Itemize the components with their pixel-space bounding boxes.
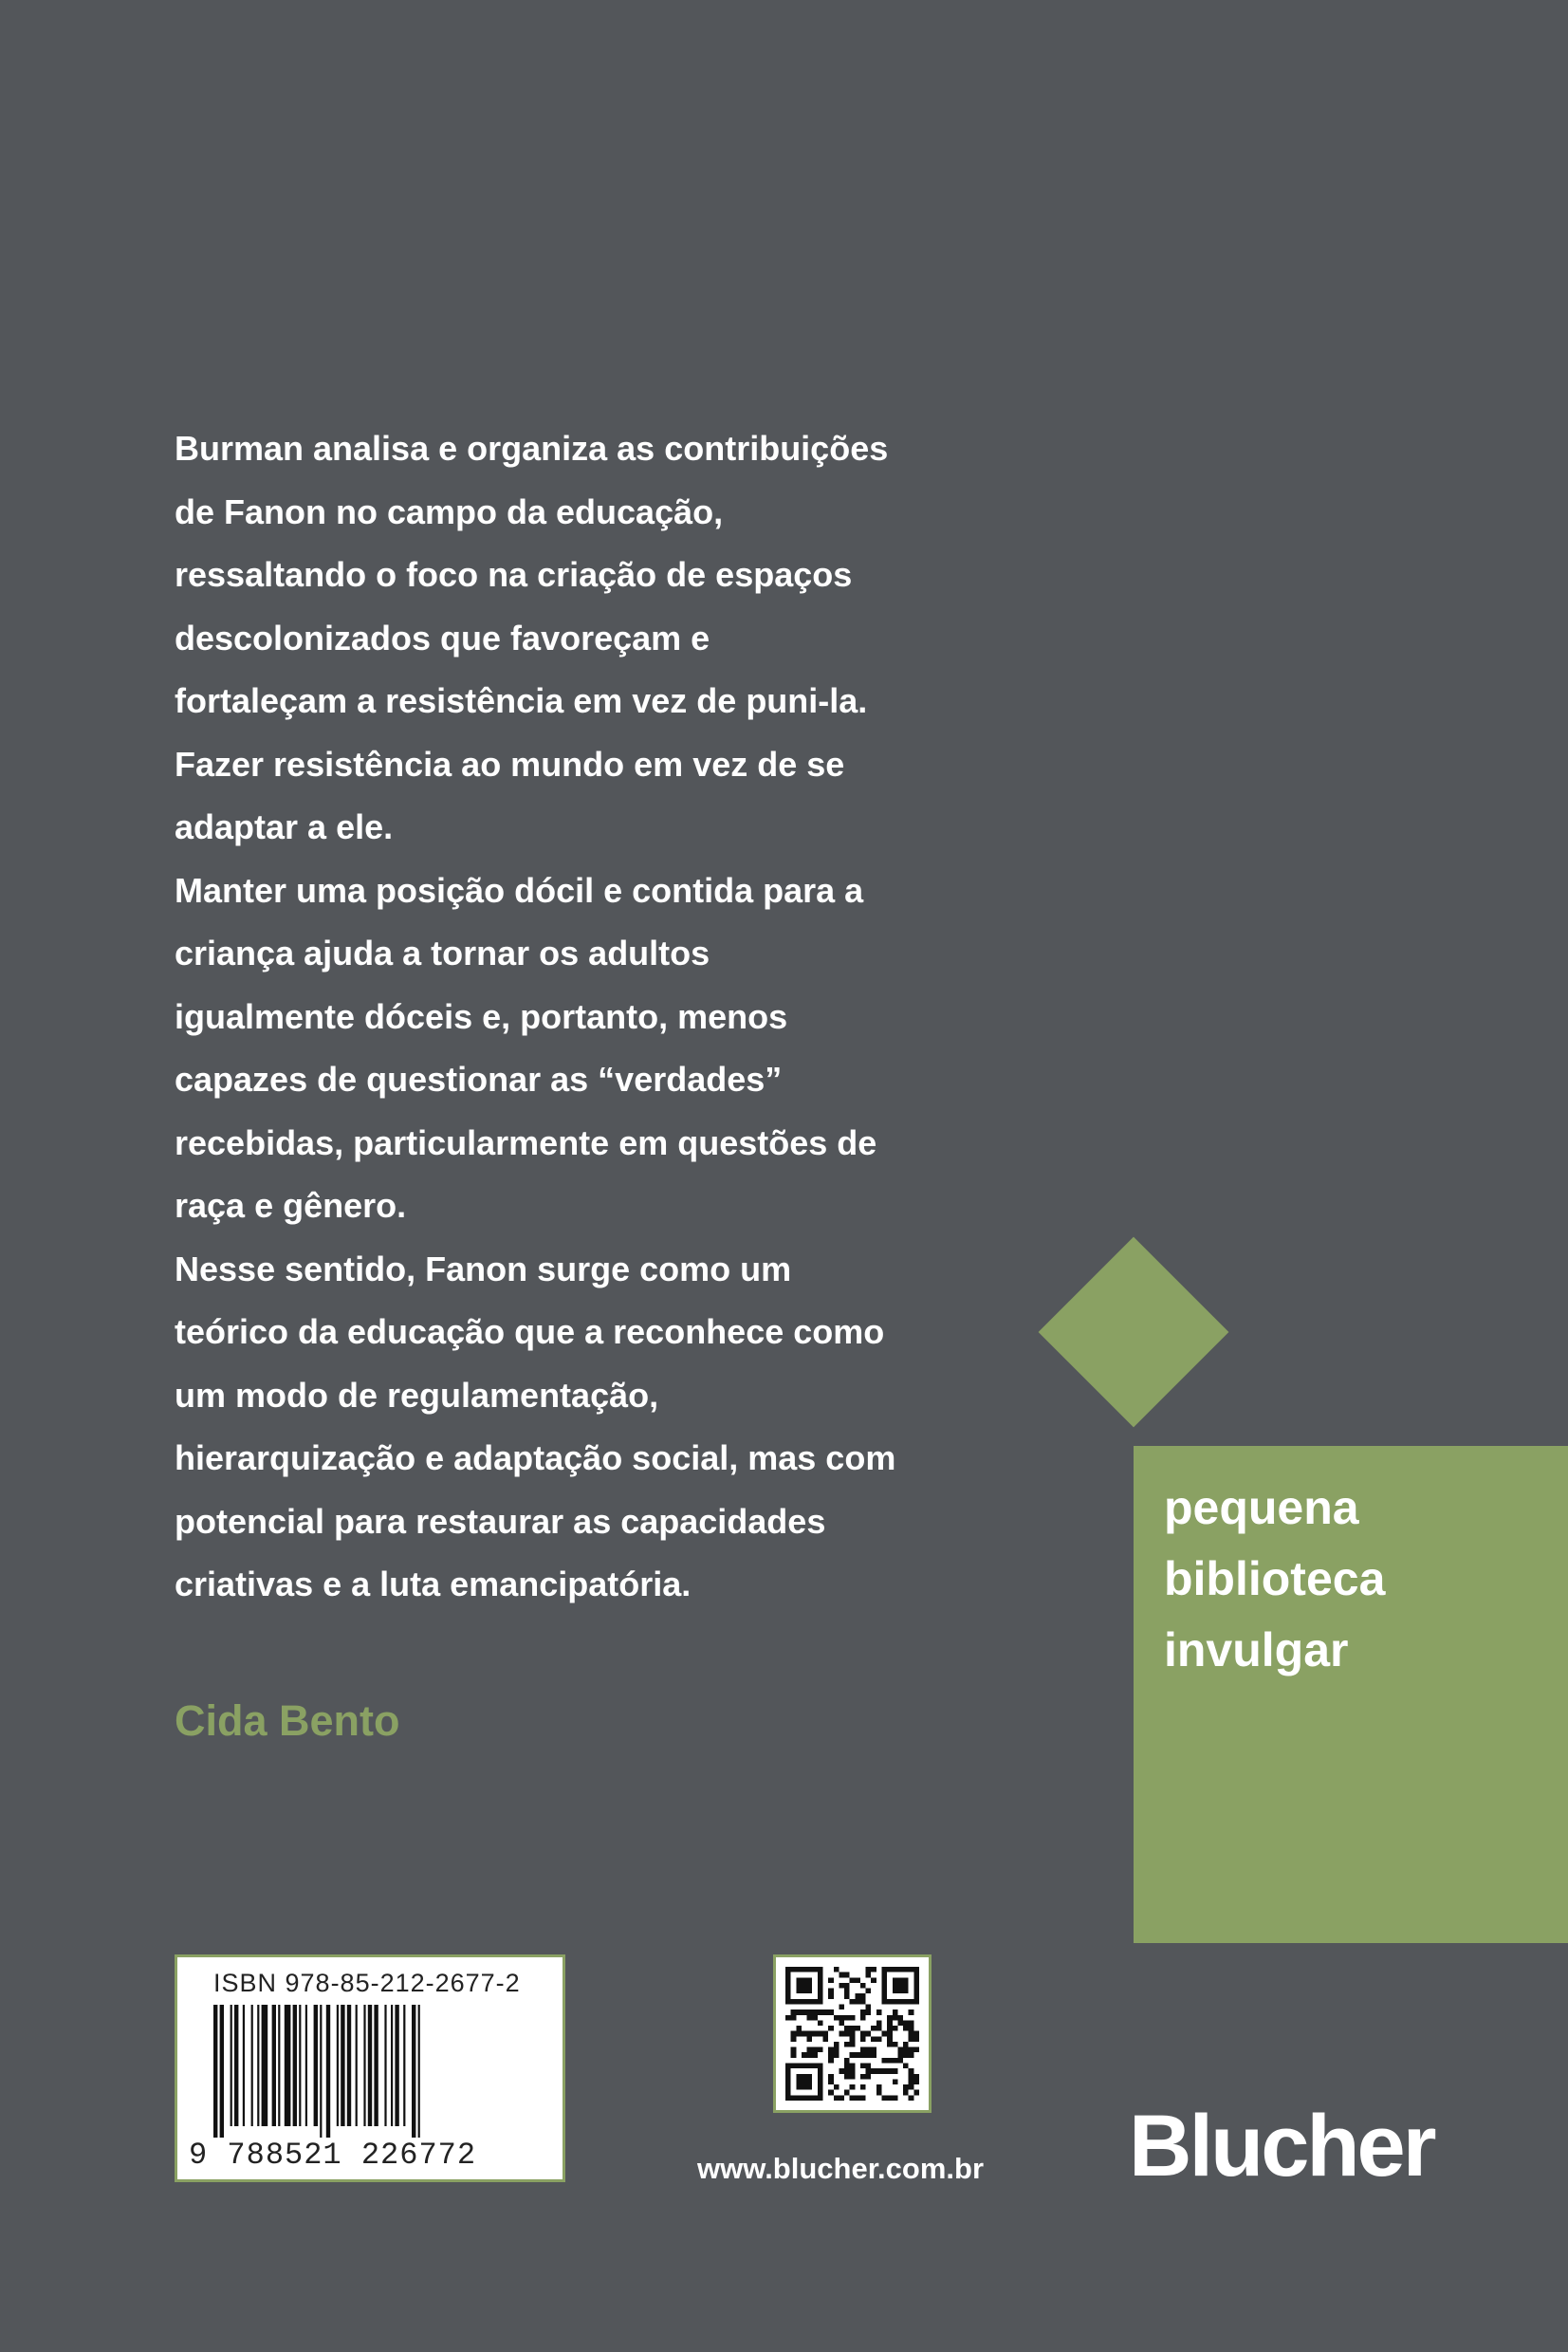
blurb-line: fortaleçam a resistência em vez de puni-la. bbox=[175, 681, 868, 720]
qr-module bbox=[913, 2031, 919, 2037]
barcode-bar bbox=[347, 2005, 351, 2126]
qr-module bbox=[844, 1989, 850, 1994]
qr-module bbox=[860, 2095, 866, 2101]
barcode-bar bbox=[213, 2005, 217, 2138]
barcode-bar bbox=[403, 2005, 405, 2126]
blurb-line: criativas e a luta emancipatória. bbox=[175, 1565, 692, 1603]
barcode-bar bbox=[299, 2005, 301, 2126]
qr-module bbox=[834, 1967, 839, 1972]
author-name: Cida Bento bbox=[175, 1696, 400, 1745]
qr-module bbox=[839, 2015, 844, 2021]
qr-module bbox=[882, 1967, 919, 1972]
barcode-panel bbox=[175, 1954, 565, 2182]
qr-module bbox=[818, 2047, 823, 2053]
qr-module bbox=[866, 2064, 872, 2069]
blurb-line: Fazer resistência ao mundo em vez de se bbox=[175, 744, 845, 784]
barcode-bar bbox=[320, 2005, 322, 2138]
qr-module bbox=[887, 2095, 893, 2101]
blurb-line: recebidas, particularmente em questões de bbox=[175, 1122, 877, 1162]
qr-module bbox=[903, 2090, 909, 2096]
qr-module bbox=[909, 2020, 914, 2026]
qr-module bbox=[828, 2052, 834, 2058]
qr-module bbox=[876, 2090, 882, 2096]
barcode-bar bbox=[243, 2005, 245, 2126]
qr-module bbox=[822, 2009, 828, 2015]
qr-module bbox=[866, 2031, 872, 2037]
qr-module bbox=[796, 1977, 812, 1993]
qr-module bbox=[887, 2058, 893, 2064]
qr-module bbox=[850, 2042, 856, 2047]
qr-module bbox=[834, 2047, 839, 2053]
qr-module bbox=[822, 2031, 828, 2037]
qr-module bbox=[903, 2020, 909, 2026]
qr-module bbox=[913, 2090, 919, 2096]
qr-module bbox=[839, 2068, 844, 2074]
qr-module bbox=[807, 2036, 813, 2042]
qr-module bbox=[866, 1972, 872, 1978]
qr-module bbox=[844, 2074, 850, 2080]
qr-module bbox=[802, 2031, 807, 2037]
series-label bbox=[1164, 1472, 1385, 1686]
qr-module bbox=[866, 2009, 872, 2015]
qr-module bbox=[866, 1989, 872, 1994]
qr-module bbox=[839, 2004, 844, 2009]
qr-module bbox=[855, 1999, 860, 2005]
qr-module bbox=[791, 2031, 797, 2037]
qr-module bbox=[876, 2020, 882, 2026]
qr-module bbox=[871, 2036, 876, 2042]
qr-module bbox=[882, 2068, 888, 2074]
qr-module bbox=[850, 2026, 856, 2031]
qr-module bbox=[897, 2020, 903, 2026]
qr-module bbox=[876, 2036, 882, 2042]
barcode-bar bbox=[395, 2005, 398, 2126]
qr-module bbox=[913, 2036, 919, 2042]
back-cover-blurb bbox=[175, 417, 971, 1617]
qr-module bbox=[850, 2068, 856, 2074]
qr-module bbox=[796, 2009, 802, 2015]
barcode-bar bbox=[337, 2005, 339, 2126]
qr-module bbox=[897, 2015, 903, 2021]
qr-module bbox=[791, 2036, 797, 2042]
qr-module bbox=[866, 1967, 872, 1972]
qr-module bbox=[791, 2009, 797, 2015]
qr-module bbox=[807, 2031, 813, 2037]
qr-module bbox=[855, 2095, 860, 2101]
qr-module bbox=[785, 2064, 791, 2101]
qr-module bbox=[802, 2052, 807, 2058]
qr-module bbox=[807, 2052, 813, 2058]
barcode-bar bbox=[231, 2005, 232, 2126]
qr-module bbox=[893, 2042, 898, 2047]
qr-module bbox=[860, 2052, 866, 2058]
qr-module bbox=[893, 2095, 898, 2101]
qr-module bbox=[812, 2009, 818, 2015]
qr-code-icon bbox=[785, 1967, 919, 2101]
qr-module bbox=[860, 2074, 866, 2080]
qr-module bbox=[887, 2031, 893, 2037]
qr-module bbox=[828, 2026, 834, 2031]
qr-module bbox=[860, 1983, 866, 1989]
qr-module bbox=[903, 2084, 909, 2090]
qr-module bbox=[866, 2004, 872, 2009]
qr-module bbox=[871, 2026, 876, 2031]
qr-module bbox=[909, 2036, 914, 2042]
qr-module bbox=[893, 2009, 898, 2015]
barcode-bar bbox=[285, 2005, 291, 2126]
qr-module bbox=[887, 2068, 893, 2074]
qr-module bbox=[850, 2052, 856, 2058]
qr-module bbox=[818, 2031, 823, 2037]
qr-module bbox=[893, 2079, 898, 2084]
blurb-line: adaptar a ele. bbox=[175, 807, 394, 846]
website-link[interactable]: www.blucher.com.br bbox=[697, 2152, 985, 2185]
qr-module bbox=[882, 1967, 888, 2004]
blurb-line: Burman analisa e organiza as contribuições bbox=[175, 429, 889, 468]
qr-module bbox=[812, 2052, 818, 2058]
qr-module bbox=[860, 1999, 866, 2005]
qr-module bbox=[866, 2074, 872, 2080]
diamond-ornament bbox=[1039, 1237, 1229, 1428]
qr-module bbox=[834, 2052, 839, 2058]
qr-module bbox=[850, 2074, 856, 2080]
qr-module bbox=[866, 2052, 872, 2058]
blurb-line: de Fanon no campo da educação, bbox=[175, 491, 724, 531]
qr-module bbox=[839, 2095, 844, 2101]
qr-module bbox=[818, 2064, 823, 2101]
qr-module bbox=[812, 2031, 818, 2037]
barcode-bars bbox=[213, 2005, 536, 2138]
barcode-bar bbox=[418, 2005, 420, 2138]
blurb-line: um modo de regulamentação, bbox=[175, 1375, 659, 1415]
qr-module bbox=[791, 2052, 797, 2058]
qr-module bbox=[887, 2015, 893, 2021]
qr-module bbox=[860, 1993, 866, 1999]
qr-module bbox=[887, 2036, 893, 2042]
qr-module bbox=[871, 2068, 876, 2074]
barcode-bar bbox=[220, 2005, 224, 2138]
qr-code-panel bbox=[773, 1954, 932, 2113]
blurb-line: potencial para restaurar as capacidades bbox=[175, 1501, 826, 1541]
barcode-bar bbox=[305, 2005, 307, 2126]
qr-module bbox=[909, 2074, 914, 2080]
qr-module bbox=[839, 1983, 844, 1989]
qr-module bbox=[897, 2058, 903, 2064]
barcode-bar bbox=[356, 2005, 358, 2126]
qr-module bbox=[828, 2047, 834, 2053]
qr-module bbox=[785, 1999, 822, 2005]
qr-module bbox=[785, 2064, 822, 2069]
series-label-line: invulgar bbox=[1164, 1623, 1349, 1676]
qr-module bbox=[791, 2047, 797, 2053]
qr-module bbox=[796, 2026, 802, 2031]
barcode-bar bbox=[341, 2005, 344, 2126]
barcode-bar bbox=[251, 2005, 253, 2126]
qr-module bbox=[844, 2064, 850, 2069]
qr-module bbox=[866, 2068, 872, 2074]
qr-module bbox=[876, 2026, 882, 2031]
blurb-line: teórico da educação que a reconhece como bbox=[175, 1312, 885, 1351]
qr-module bbox=[807, 2047, 813, 2053]
qr-module bbox=[828, 2058, 834, 2064]
qr-module bbox=[855, 2026, 860, 2031]
qr-module bbox=[850, 1999, 856, 2005]
qr-module bbox=[887, 2026, 893, 2031]
barcode-bar bbox=[412, 2005, 415, 2138]
blurb-line: raça e gênero. bbox=[175, 1186, 407, 1225]
qr-module bbox=[893, 2068, 898, 2074]
qr-module bbox=[903, 2064, 909, 2069]
isbn-text: ISBN 978-85-212-2677-2 bbox=[213, 1969, 521, 1997]
qr-module bbox=[897, 2052, 903, 2058]
qr-module bbox=[860, 2064, 866, 2069]
qr-module bbox=[796, 2074, 812, 2090]
barcode-bar bbox=[326, 2005, 330, 2138]
publisher-logo: Blucher bbox=[1129, 2098, 1434, 2195]
qr-module bbox=[855, 2052, 860, 2058]
qr-module bbox=[796, 2031, 802, 2037]
barcode-bar bbox=[384, 2005, 386, 2126]
qr-module bbox=[882, 2058, 888, 2064]
qr-module bbox=[785, 2095, 822, 2101]
qr-module bbox=[909, 2052, 914, 2058]
blurb-line: descolonizados que favoreçam e bbox=[175, 618, 710, 657]
qr-module bbox=[876, 2068, 882, 2074]
qr-module bbox=[887, 2020, 893, 2026]
barcode-bar bbox=[368, 2005, 372, 2126]
qr-module bbox=[844, 2042, 850, 2047]
blurb-line: Nesse sentido, Fanon surge como um bbox=[175, 1249, 792, 1288]
qr-module bbox=[828, 1993, 834, 1999]
qr-module bbox=[818, 1967, 823, 2004]
barcode-bar bbox=[257, 2005, 259, 2126]
qr-module bbox=[860, 2036, 866, 2042]
qr-module bbox=[882, 2031, 888, 2037]
qr-module bbox=[860, 2031, 866, 2037]
barcode-bar bbox=[391, 2005, 393, 2126]
qr-module bbox=[839, 2031, 844, 2037]
qr-module bbox=[909, 2084, 914, 2090]
qr-module bbox=[844, 2058, 850, 2064]
qr-module bbox=[834, 2015, 839, 2021]
qr-module bbox=[828, 2090, 834, 2096]
qr-module bbox=[785, 1967, 791, 2004]
ean-digits: 9 788521 226772 bbox=[189, 2138, 477, 2173]
series-label-line: biblioteca bbox=[1164, 1552, 1386, 1605]
blurb-line: hierarquização e adaptação social, mas com bbox=[175, 1438, 896, 1477]
qr-module bbox=[871, 1977, 876, 1983]
qr-module bbox=[812, 2015, 818, 2021]
qr-module bbox=[893, 1977, 909, 1993]
qr-module bbox=[822, 2036, 828, 2042]
qr-module bbox=[844, 1972, 850, 1978]
qr-module bbox=[913, 2074, 919, 2080]
qr-module bbox=[871, 2047, 876, 2053]
qr-module bbox=[828, 2074, 834, 2080]
qr-module bbox=[828, 1989, 834, 1994]
qr-module bbox=[834, 2095, 839, 2101]
barcode-bar bbox=[363, 2005, 365, 2126]
qr-module bbox=[909, 2095, 914, 2101]
qr-module bbox=[871, 2052, 876, 2058]
qr-module bbox=[909, 2068, 914, 2074]
qr-module bbox=[834, 2084, 839, 2090]
qr-module bbox=[844, 1983, 850, 1989]
blurb-line: Manter uma posição dócil e contida para a bbox=[175, 870, 864, 910]
qr-module bbox=[802, 2009, 807, 2015]
qr-module bbox=[850, 2036, 856, 2042]
qr-module bbox=[785, 1967, 822, 1972]
qr-module bbox=[860, 2015, 866, 2021]
barcode-bar bbox=[234, 2005, 238, 2126]
series-label-line: pequena bbox=[1164, 1481, 1359, 1534]
qr-module bbox=[903, 2047, 909, 2053]
qr-module bbox=[839, 2020, 844, 2026]
barcode-bar bbox=[293, 2005, 297, 2126]
qr-module bbox=[871, 1967, 876, 1972]
blurb-line: ressaltando o foco na criação de espaços bbox=[175, 555, 853, 594]
qr-module bbox=[913, 2047, 919, 2053]
qr-module bbox=[893, 2058, 898, 2064]
blurb-line: igualmente dóceis e, portanto, menos bbox=[175, 996, 788, 1036]
qr-module bbox=[850, 1977, 856, 1983]
blurb-line: criança ajuda a tornar os adultos bbox=[175, 934, 710, 972]
qr-module bbox=[828, 2079, 834, 2084]
qr-module bbox=[882, 2095, 888, 2101]
series-label-box bbox=[1134, 1446, 1568, 1943]
qr-module bbox=[909, 2009, 914, 2015]
qr-module bbox=[844, 1993, 850, 1999]
qr-module bbox=[887, 2042, 893, 2047]
barcode-bar bbox=[262, 2005, 268, 2126]
qr-module bbox=[850, 2084, 856, 2090]
qr-module bbox=[909, 2079, 914, 2084]
qr-module bbox=[882, 1999, 919, 2005]
qr-module bbox=[818, 2020, 823, 2026]
qr-module bbox=[903, 2026, 909, 2031]
qr-module bbox=[876, 2084, 882, 2090]
barcode-bar bbox=[314, 2005, 318, 2126]
qr-module bbox=[807, 2015, 813, 2021]
qr-module bbox=[897, 2047, 903, 2053]
qr-module bbox=[903, 2052, 909, 2058]
qr-module bbox=[850, 2095, 856, 2101]
qr-module bbox=[860, 2009, 866, 2015]
qr-module bbox=[876, 2009, 882, 2015]
qr-module bbox=[844, 2090, 850, 2096]
qr-module bbox=[844, 2068, 850, 2074]
barcode-bar bbox=[374, 2005, 378, 2126]
qr-module bbox=[828, 2009, 834, 2015]
blurb-line: capazes de questionar as “verdades” bbox=[175, 1060, 783, 1099]
qr-module bbox=[909, 2031, 914, 2037]
qr-module bbox=[850, 2031, 856, 2037]
qr-module bbox=[828, 1977, 834, 1983]
qr-module bbox=[860, 2047, 866, 2053]
qr-module bbox=[791, 2015, 797, 2021]
qr-module bbox=[807, 2009, 813, 2015]
qr-module bbox=[913, 2079, 919, 2084]
qr-module bbox=[913, 1967, 919, 2004]
barcode-bar bbox=[272, 2005, 276, 2126]
qr-module bbox=[844, 2031, 850, 2037]
qr-module bbox=[855, 1993, 860, 1999]
qr-module bbox=[893, 2015, 898, 2021]
qr-module bbox=[893, 2026, 898, 2031]
qr-module bbox=[812, 2047, 818, 2053]
qr-module bbox=[909, 2047, 914, 2053]
qr-module bbox=[909, 2026, 914, 2031]
qr-module bbox=[839, 1972, 844, 1978]
qr-module bbox=[834, 2042, 839, 2047]
qr-module bbox=[818, 2009, 823, 2015]
qr-module bbox=[844, 2015, 850, 2021]
qr-module bbox=[860, 2084, 866, 2090]
qr-module bbox=[855, 1977, 860, 1983]
qr-module bbox=[844, 2026, 850, 2031]
barcode-bar bbox=[278, 2005, 280, 2126]
qr-module bbox=[903, 2042, 909, 2047]
qr-module bbox=[785, 2015, 791, 2021]
qr-module bbox=[866, 2047, 872, 2053]
qr-module bbox=[850, 2015, 856, 2021]
qr-module bbox=[850, 2064, 856, 2069]
